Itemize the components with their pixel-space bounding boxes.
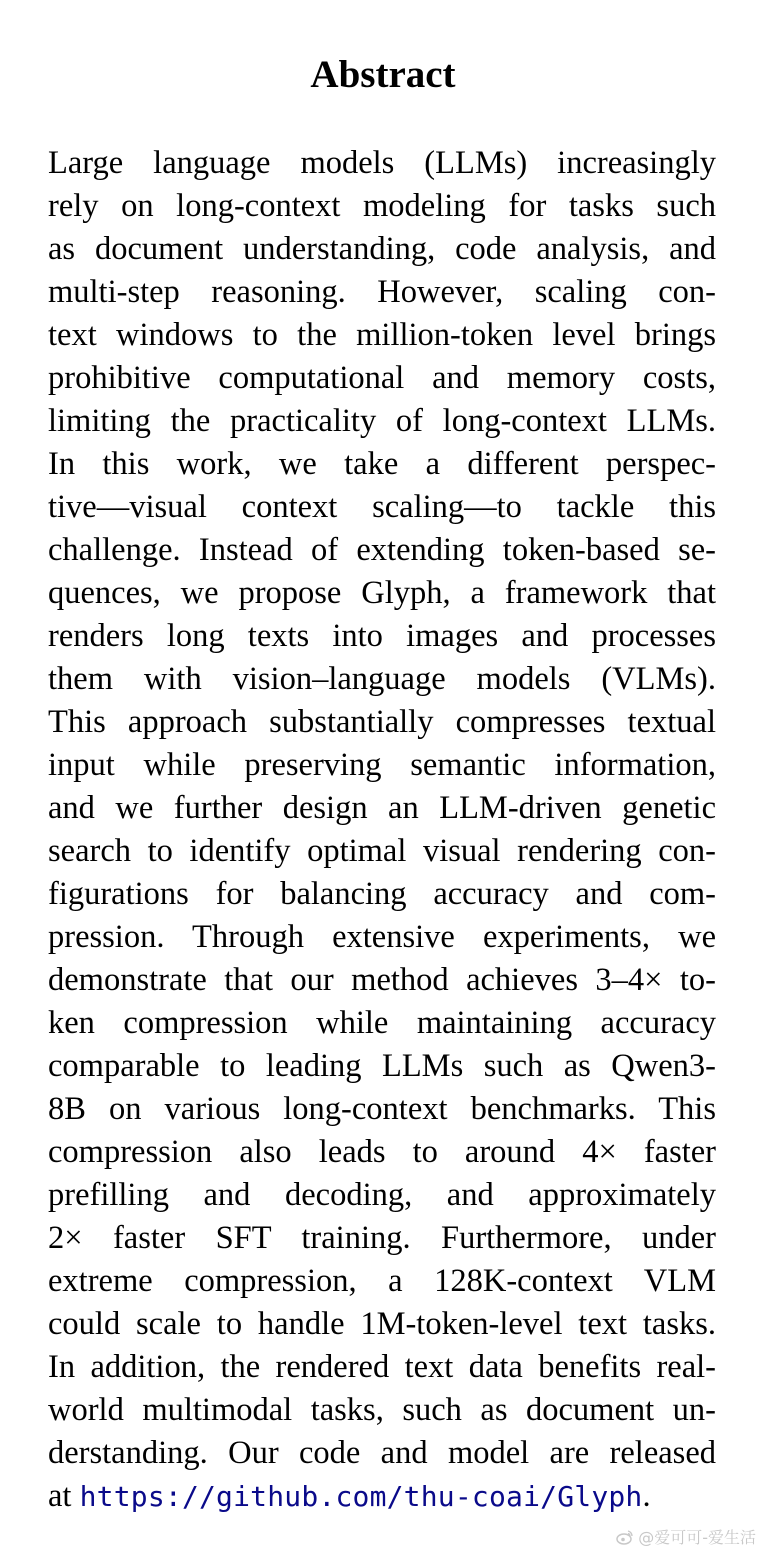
abstract-line: ken compression while maintaining accuracy: [48, 1005, 716, 1041]
abstract-line: Large language models (LLMs) increasingly: [48, 145, 716, 181]
abstract-final-line: [48, 1475, 716, 1518]
final-line-prefix: at: [48, 1478, 80, 1514]
abstract-line: world multimodal tasks, such as document un-: [48, 1392, 716, 1428]
abstract-line: In addition, the rendered text data benefits real-: [48, 1349, 716, 1385]
abstract-line: limiting the practicality of long-context LLMs.: [48, 403, 716, 439]
abstract-line: derstanding. Our code and model are released: [48, 1435, 716, 1471]
abstract-line: could scale to handle 1M-token-level text tasks.: [48, 1306, 716, 1342]
abstract-line: and we further design an LLM-driven genetic: [48, 790, 716, 826]
abstract-line: input while preserving semantic information,: [48, 747, 716, 783]
abstract-line: comparable to leading LLMs such as Qwen3-: [48, 1048, 716, 1084]
abstract-line: challenge. Instead of extending token-based se-: [48, 532, 716, 568]
abstract-line: compression also leads to around 4× faster: [48, 1134, 716, 1170]
final-line-suffix: .: [642, 1478, 651, 1514]
abstract-line: search to identify optimal visual rendering con-: [48, 833, 716, 869]
abstract-line: extreme compression, a 128K-context VLM: [48, 1263, 716, 1299]
abstract-line: prefilling and decoding, and approximately: [48, 1177, 716, 1213]
abstract-line: text windows to the million-token level brings: [48, 317, 716, 353]
abstract-line: tive—visual context scaling—to tackle this: [48, 489, 716, 525]
abstract-line: figurations for balancing accuracy and com-: [48, 876, 716, 912]
abstract-line: In this work, we take a different perspec-: [48, 446, 716, 482]
abstract-heading: Abstract: [310, 53, 456, 96]
abstract-line: 2× faster SFT training. Furthermore, under: [48, 1220, 716, 1256]
abstract-line: 8B on various long-context benchmarks. This: [48, 1091, 716, 1127]
watermark-text: @爱可可-爱生活: [638, 1528, 756, 1547]
abstract-line: rely on long-context modeling for tasks such: [48, 188, 716, 224]
abstract-line: multi-step reasoning. However, scaling con-: [48, 274, 716, 310]
abstract-line: prohibitive computational and memory costs,: [48, 360, 716, 396]
abstract-line: renders long texts into images and processes: [48, 618, 716, 654]
abstract-line: pression. Through extensive experiments, we: [48, 919, 716, 955]
watermark: [616, 1525, 756, 1548]
github-link[interactable]: https://github.com/thu-coai/Glyph: [79, 1480, 643, 1513]
weibo-icon: [616, 1528, 634, 1546]
abstract-line: demonstrate that our method achieves 3–4× to-: [48, 962, 716, 998]
abstract-line: This approach substantially compresses textual: [48, 704, 716, 740]
abstract-line: as document understanding, code analysis, and: [48, 231, 716, 267]
abstract-body: [48, 142, 716, 1518]
abstract-line: them with vision–language models (VLMs).: [48, 661, 716, 697]
abstract-line: quences, we propose Glyph, a framework that: [48, 575, 716, 611]
